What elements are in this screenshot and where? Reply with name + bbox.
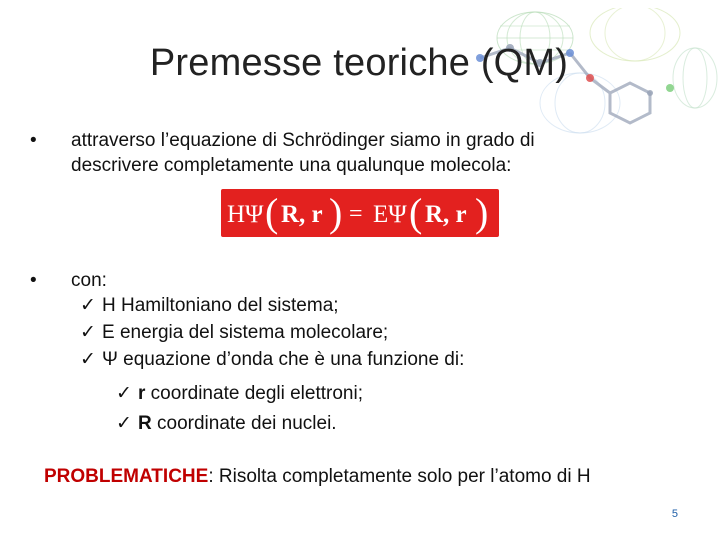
problem-text: : Risolta completamente solo per l’atomo di H — [208, 466, 591, 487]
check-icon: ✓ — [80, 349, 96, 370]
check-icon: ✓ — [116, 413, 132, 434]
equation-right-args: R, r — [425, 201, 467, 228]
svg-text:(: ( — [265, 190, 279, 235]
schrodinger-equation — [221, 189, 499, 237]
problem-label: PROBLEMATICHE — [44, 466, 209, 487]
bullet-marker: • — [30, 130, 37, 151]
svg-text:(: ( — [409, 190, 423, 235]
page-number: 5 — [671, 508, 678, 520]
equation-right-operator: EΨ — [373, 201, 407, 228]
check-icon: ✓ — [80, 322, 96, 343]
problem-statement — [44, 466, 591, 488]
bullet-con-text: con: — [71, 270, 107, 291]
check-subitem-nuclei: ✓ R coordinate dei nuclei. — [116, 413, 337, 434]
check-subitem-electrons: ✓ r coordinate degli elettroni; — [116, 383, 363, 404]
bullet-text-line2: descrivere completamente una qualunque molecola: — [71, 155, 512, 176]
bullet-marker: • — [30, 270, 37, 291]
equation-equals: = — [349, 201, 363, 227]
check-icon: ✓ — [80, 295, 96, 316]
check-item-wavefunction: ✓ Ψ equazione d’onda che è una funzione di: — [80, 349, 465, 370]
svg-text:): ) — [475, 190, 489, 235]
slide-title: Premesse teoriche (QM) — [149, 42, 569, 84]
check-item-hamiltonian: ✓ H Hamiltoniano del sistema; — [80, 295, 339, 316]
svg-text:): ) — [329, 190, 343, 235]
equation-left-args: R, r — [281, 201, 323, 228]
equation-left-operator: HΨ — [227, 201, 264, 228]
check-item-energy: ✓ E energia del sistema molecolare; — [80, 322, 389, 343]
check-icon: ✓ — [116, 383, 132, 404]
bullet-text-line1: attraverso l’equazione di Schrödinger siamo in grado di — [71, 130, 535, 151]
